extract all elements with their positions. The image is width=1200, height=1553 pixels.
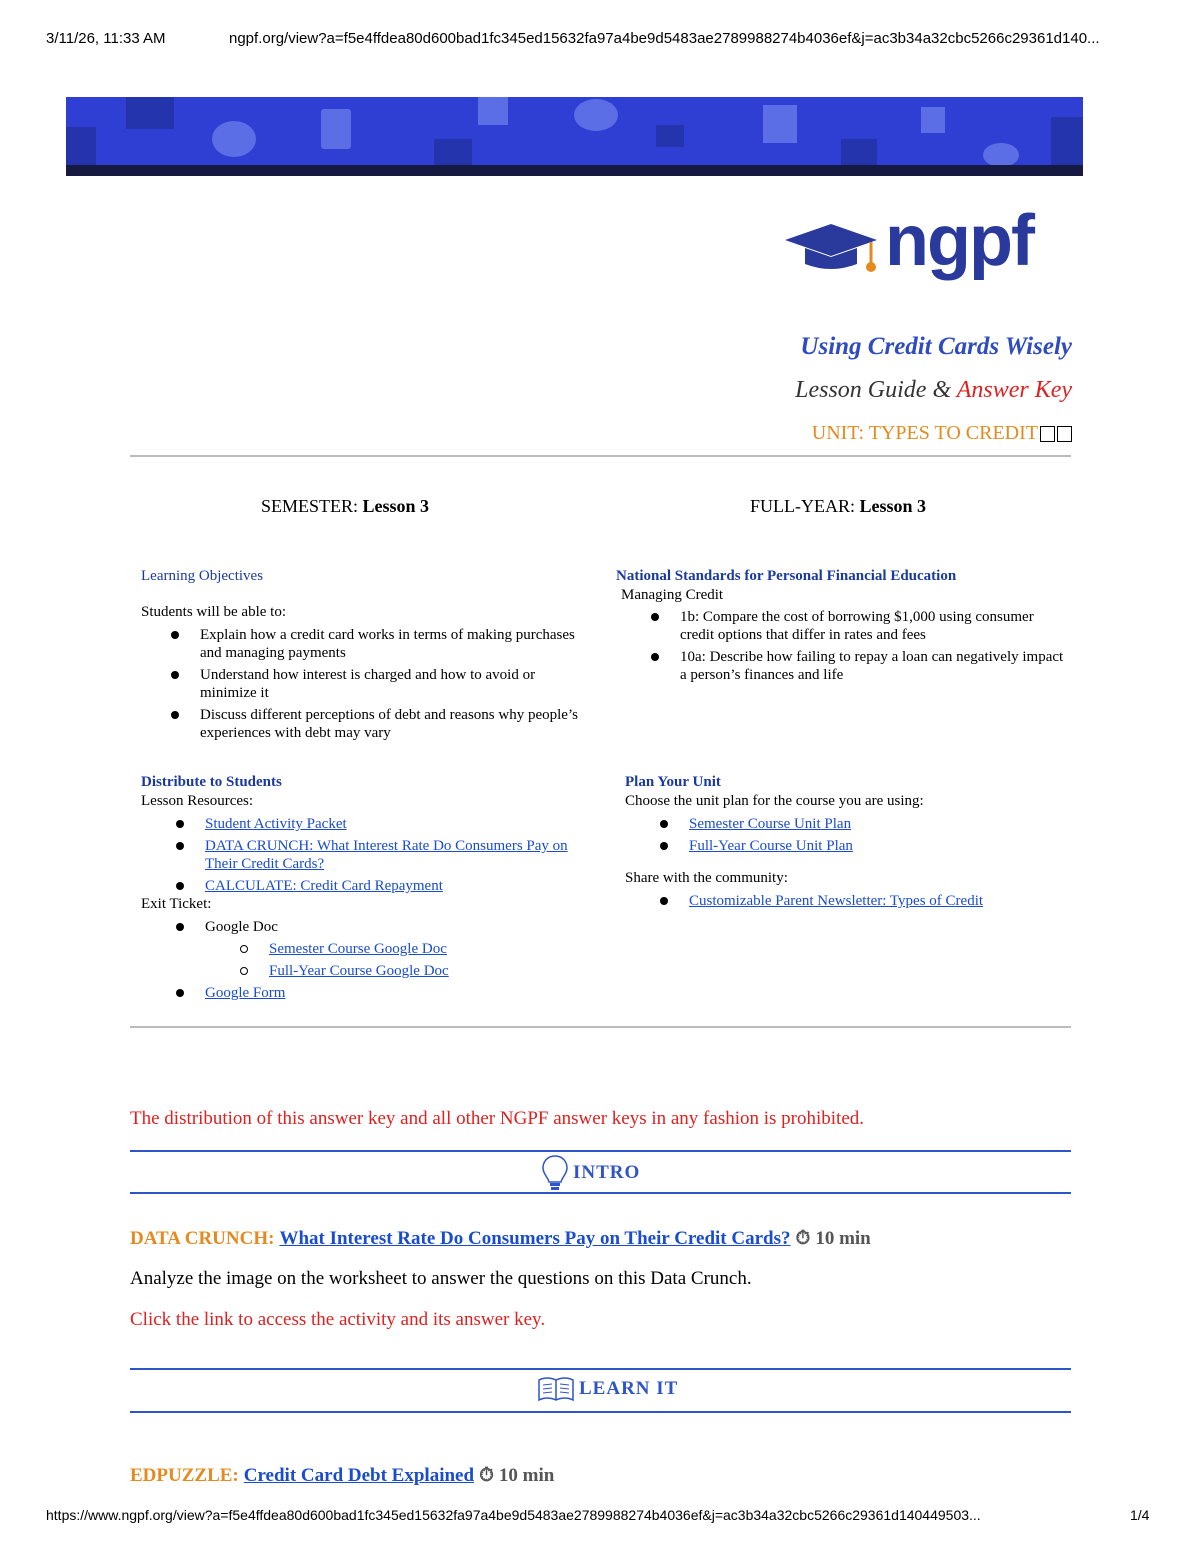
learn-title-text: LEARN IT (579, 1378, 679, 1399)
objectives-list (136, 626, 581, 742)
semester-google-doc-link[interactable]: Semester Course Google Doc (269, 941, 447, 957)
section-divider (130, 1368, 1071, 1370)
activity-time: 10 min (815, 1228, 871, 1249)
list-item (625, 815, 1065, 833)
ngpf-logo[interactable] (783, 201, 1043, 292)
lightbulb-icon (541, 1154, 569, 1192)
learn-section-title (537, 1374, 678, 1404)
resources-label: Lesson Resources: (141, 793, 254, 809)
distribute-heading: Distribute to Students (141, 774, 282, 790)
data-crunch-link[interactable]: DATA CRUNCH: What Interest Rate Do Consumers Pay on Their Credit Cards? (205, 838, 568, 872)
list-item (625, 837, 1065, 855)
header-banner (66, 97, 1083, 176)
page-number: 1/4 (1130, 1507, 1150, 1523)
resources-list (141, 815, 581, 895)
print-footer-url: https://www.ngpf.org/view?a=f5e4ffdea80d600bad1fc345ed15632fa97a4be9d5483ae2789988274b4036ef&j=ac3b34a32cbc5266c29361d140449503... (46, 1507, 981, 1523)
subtitle-plain: Lesson Guide & (795, 377, 957, 403)
list-item (141, 877, 581, 895)
google-form-link[interactable]: Google Form (205, 985, 286, 1001)
activity-label: EDPUZZLE: (130, 1465, 239, 1486)
standards-sub: Managing Credit (621, 587, 724, 603)
unit-label (812, 422, 1072, 445)
list-item (141, 940, 581, 958)
section-divider (130, 1411, 1071, 1413)
print-url: ngpf.org/view?a=f5e4ffdea80d600bad1fc345ed15632fa97a4be9d5483ae2789988274b4036ef&j=ac3b34a32cbc5266c29361d140... (229, 30, 1100, 47)
missing-glyph-icon (1057, 426, 1072, 442)
stopwatch-icon: ⏱ (795, 1228, 811, 1249)
edpuzzle-activity-link[interactable]: Credit Card Debt Explained (243, 1465, 475, 1486)
list-item (141, 837, 581, 873)
list-item: Explain how a credit card works in terms of making purchases and managing payments (136, 626, 581, 662)
list-item: 10a: Describe how failing to repay a loan can negatively impact a person’s finances and life (616, 648, 1066, 684)
semester-lesson: SEMESTER: Lesson 3 (261, 496, 430, 516)
data-crunch-activity-link[interactable]: What Interest Rate Do Consumers Pay on Their Credit Cards? (279, 1228, 791, 1249)
distribute-to-students (141, 774, 581, 1006)
calculate-link[interactable]: CALCULATE: Credit Card Repayment (205, 878, 443, 894)
learn-activity (130, 1465, 554, 1487)
semester-unit-plan-link[interactable]: Semester Course Unit Plan (689, 816, 852, 832)
full-year-unit-plan-link[interactable]: Full-Year Course Unit Plan (689, 838, 853, 854)
activity-label: DATA CRUNCH: (130, 1228, 275, 1249)
unit-text: UNIT: TYPES TO CREDIT (811, 422, 1038, 444)
standards-list (616, 608, 1066, 684)
section-divider (130, 1150, 1071, 1152)
intro-note: Click the link to access the activity and its answer key. (130, 1309, 546, 1330)
logo-text: ngpf (885, 201, 1033, 281)
intro-activity (130, 1228, 871, 1250)
list-item (625, 892, 1065, 910)
list-item (141, 815, 581, 833)
list-item (141, 984, 581, 1002)
share-list (625, 892, 1065, 910)
divider (130, 1026, 1071, 1028)
subtitle-answer-key: Answer Key (956, 377, 1072, 403)
full-year-google-doc-link[interactable]: Full-Year Course Google Doc (269, 963, 449, 979)
learning-objectives-heading: Learning Objectives (141, 568, 264, 584)
intro-section-title (541, 1154, 640, 1192)
stopwatch-icon: ⏱ (479, 1465, 494, 1486)
list-item (141, 962, 581, 980)
page-title: Using Credit Cards Wisely (800, 333, 1072, 360)
list-item: Understand how interest is charged and how to avoid or minimize it (136, 666, 581, 702)
print-datetime: 3/11/26, 11:33 AM (46, 30, 166, 47)
page-subtitle (795, 377, 1072, 404)
open-book-icon (537, 1374, 575, 1404)
exit-ticket-label: Exit Ticket: (141, 896, 212, 912)
student-activity-packet-link[interactable]: Student Activity Packet (205, 816, 347, 832)
plan-heading: Plan Your Unit (625, 774, 721, 790)
banner-strip (66, 165, 1083, 176)
list-item: Google Doc (141, 918, 581, 936)
intro-description: Analyze the image on the worksheet to answer the questions on this Data Crunch. (130, 1268, 752, 1289)
exit-ticket-list (141, 918, 581, 1002)
learning-objectives (141, 568, 581, 746)
share-label: Share with the community: (625, 870, 788, 886)
plan-intro: Choose the unit plan for the course you are using: (625, 793, 924, 809)
missing-glyph-icon (1040, 426, 1055, 442)
section-divider (130, 1192, 1071, 1194)
standards-heading: National Standards for Personal Financial Education (616, 568, 957, 584)
full-year-lesson: FULL-YEAR: Lesson 3 (750, 496, 927, 516)
divider (130, 455, 1071, 457)
distribution-warning: The distribution of this answer key and all other NGPF answer keys in any fashion is prohibited. (130, 1108, 865, 1129)
plan-list (625, 815, 1065, 855)
intro-title-text: INTRO (573, 1162, 641, 1183)
activity-time: 10 min (498, 1465, 555, 1486)
plan-your-unit (625, 774, 1065, 914)
list-item: 1b: Compare the cost of borrowing $1,000 using consumer credit options that differ in rates and fees (616, 608, 1066, 644)
objectives-intro: Students will be able to: (141, 604, 286, 620)
national-standards (616, 568, 1066, 688)
parent-newsletter-link[interactable]: Customizable Parent Newsletter: Types of Credit (689, 893, 984, 909)
list-item: Discuss different perceptions of debt and reasons why people’s experiences with debt may vary (136, 706, 581, 742)
